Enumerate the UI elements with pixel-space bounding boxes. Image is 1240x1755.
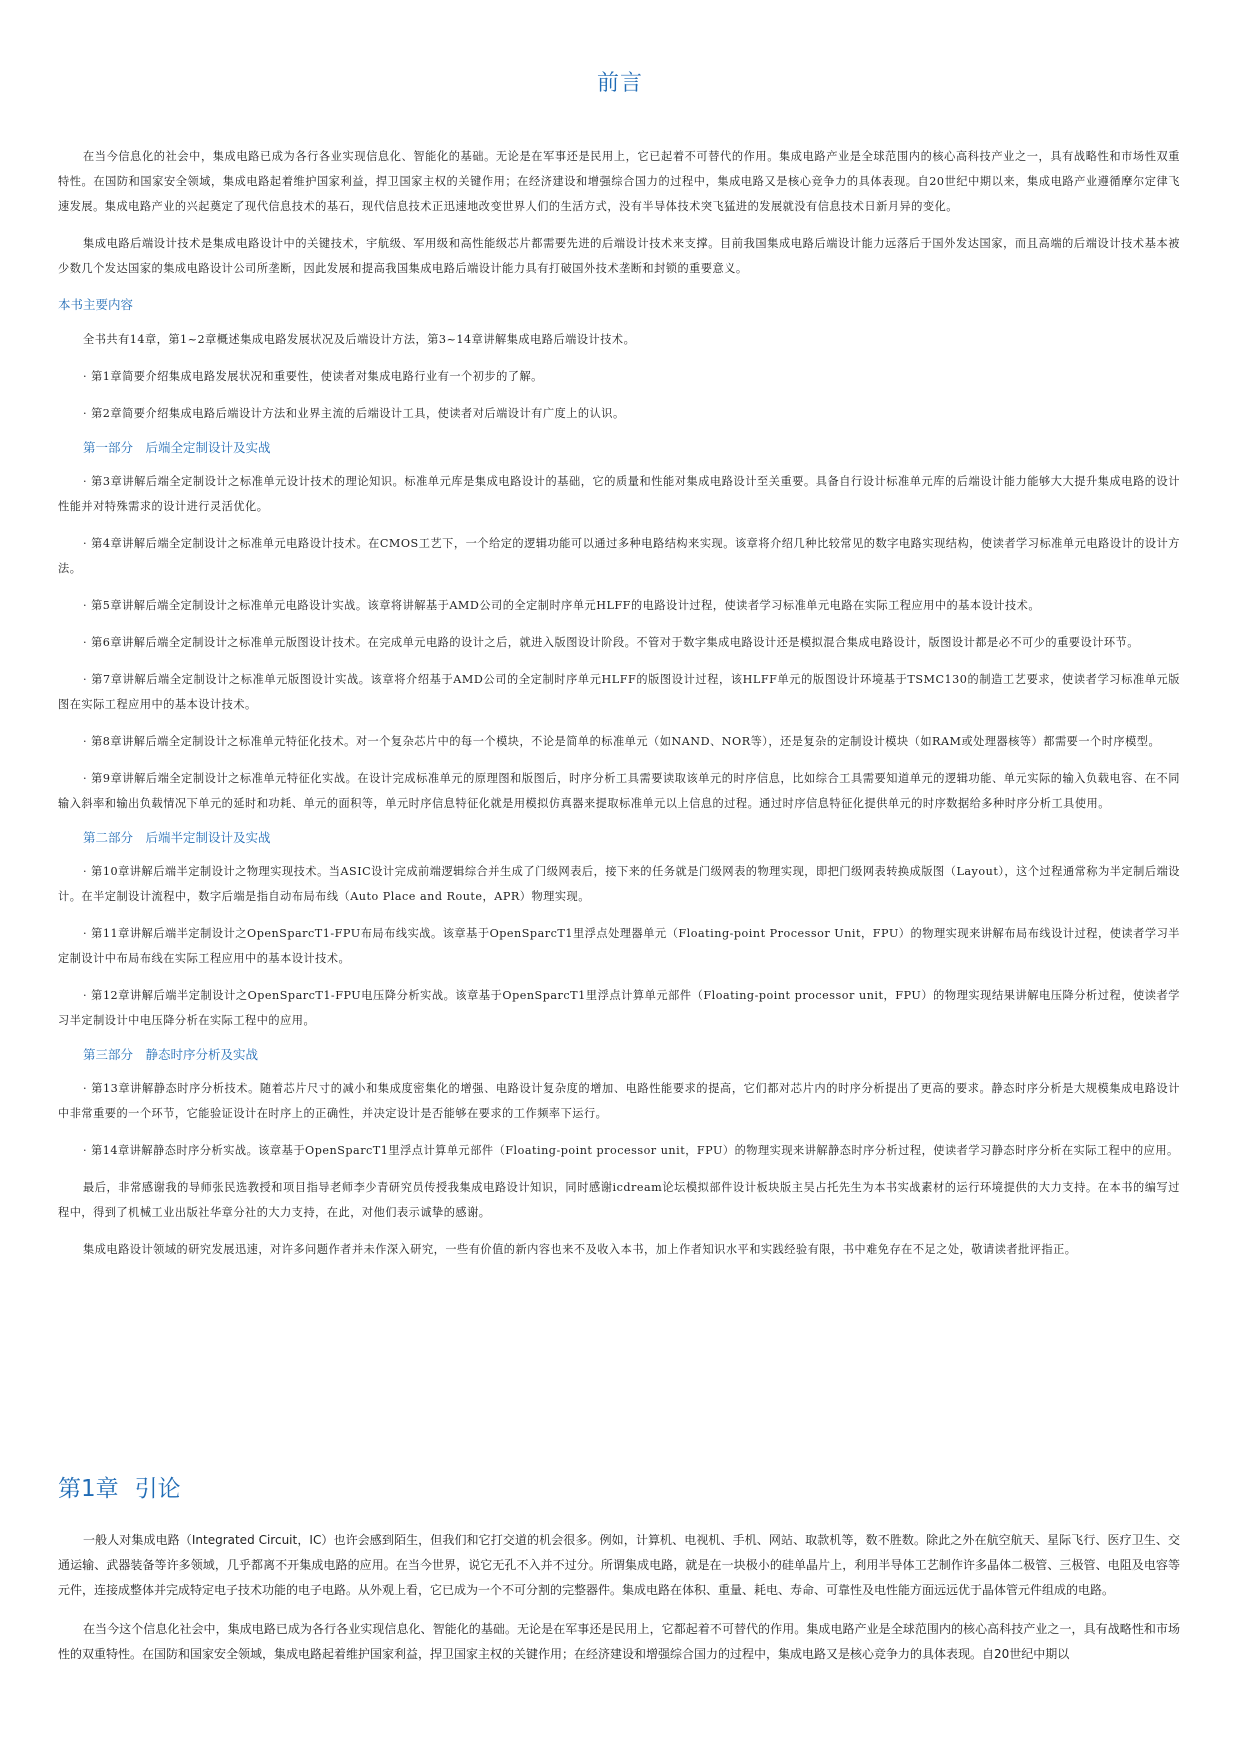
chapter-item: · 第4章讲解后端全定制设计之标准单元电路设计技术。在CMOS工艺下，一个给定的逻辑功能可以通过多种电路结构来实现。该章将介绍几种比较常见的数字电路实现结构，使读者学习标准单元电路设计的设计方法。 [58,537,1180,575]
preface-title: 前言 [596,71,643,96]
overview-paragraph: 全书共有14章，第1~2章概述集成电路发展状况及后端设计方法，第3~14章讲解集成电路后端设计技术。 [83,333,636,346]
chapter-item: · 第12章讲解后端半定制设计之OpenSparcT1-FPU电压降分析实战。该章基于OpenSparcT1里浮点计算单元部件（Floating-point processor unit，FPU）的物理实现结果讲解电压降分析过程，使读者学习半定制设计中电压降分析在实际工程中的应用。 [58,989,1180,1027]
part1-heading: 第一部分 后端全定制设计及实战 [83,440,271,455]
chapter-item: · 第9章讲解后端全定制设计之标准单元特征化实战。在设计完成标准单元的原理图和版图后，时序分析工具需要读取该单元的时序信息，比如综合工具需要知道单元的逻辑功能、单元实际的输入负载电容、在不同输入斜率和输出负载情况下单元的延时和功耗、单元的面积等，单元时序信息特征化就是用模拟仿真器来提取标准单元以上信息的过程。通过时序信息特征化提供单元的时序数据给多种时序分析工具使用。 [58,772,1180,810]
chapter-paragraph: 一般人对集成电路（Integrated Circuit，IC）也许会感到陌生，但我们和它打交道的机会很多。例如，计算机、电视机、手机、网站、取款机等，数不胜数。除此之外在航空航天、星际飞行、医疗卫生、交通运输、武器装备等许多领域，几乎都离不开集成电路的应用。在当今世界，说它无孔不入并不过分。所谓集成电路，就是在一块极小的硅单晶片上，利用半导体工艺制作许多晶体二极管、三极管、电阻及电容等元件，连接成整体并完成特定电子技术功能的电子电路。从外观上看，它已成为一个不可分割的完整器件。集成电路在体积、重量、耗电、寿命、可靠性及电性能方面远远优于晶体管元件组成的电路。 [58,1533,1180,1597]
chapter-item: · 第5章讲解后端全定制设计之标准单元电路设计实战。该章将讲解基于AMD公司的全定制时序单元HLFF的电路设计过程，使读者学习标准单元电路在实际工程应用中的基本设计技术。 [83,599,1041,612]
preface-paragraph: 集成电路后端设计技术是集成电路设计中的关键技术，宇航级、军用级和高性能级芯片都需要先进的后端设计技术来支撑。目前我国集成电路后端设计能力远落后于国外发达国家，而且高端的后端设计技术基本被少数几个发达国家的集成电路设计公司所垄断，因此发展和提高我国集成电路后端设计能力具有打破国外技术垄断和封锁的重要意义。 [58,237,1180,275]
preface-body [58,144,1180,1274]
chapter-item: · 第13章讲解静态时序分析技术。随着芯片尺寸的减小和集成度密集化的增强、电路设计复杂度的增加、电路性能要求的提高，它们都对芯片内的时序分析提出了更高的要求。静态时序分析是大规模集成电路设计中非常重要的一个环节，它能验证设计在时序上的正确性，并决定设计是否能够在要求的工作频率下运行。 [58,1082,1180,1120]
chapter-item: · 第3章讲解后端全定制设计之标准单元设计技术的理论知识。标准单元库是集成电路设计的基础，它的质量和性能对集成电路设计至关重要。具备自行设计标准单元库的后端设计能力能够大大提升集成电路的设计性能并对特殊需求的设计进行灵活优化。 [58,475,1180,513]
chapter-item: · 第11章讲解后端半定制设计之OpenSparcT1-FPU布局布线实战。该章基于OpenSparcT1里浮点处理器单元（Floating-point Processor Unit，FPU）的物理实现来讲解布局布线设计过程，使读者学习半定制设计中布局布线在实际工程应用中的基本设计技术。 [58,927,1180,965]
chapter-item: · 第2章简要介绍集成电路后端设计方法和业界主流的后端设计工具，使读者对后端设计有广度上的认识。 [83,407,625,420]
closing-paragraph: 最后，非常感谢我的导师张民选教授和项目指导老师李少青研究员传授我集成电路设计知识，同时感谢icdream论坛模拟部件设计板块版主吴占托先生为本书实战素材的运行环境提供的大力支持。在本书的编写过程中，得到了机械工业出版社华章分社的大力支持，在此，对他们表示诚挚的感谢。 [58,1181,1180,1219]
chapter-title [58,1470,181,1503]
chapter-body [58,1528,1180,1681]
chapter-name: 引论 [134,1476,181,1502]
chapter-number: 第1章 [58,1476,119,1502]
chapter-item: · 第1章简要介绍集成电路发展状况和重要性，使读者对集成电路行业有一个初步的了解。 [83,370,543,383]
closing-paragraph: 集成电路设计领域的研究发展迅速，对许多问题作者并未作深入研究，一些有价值的新内容也来不及收入本书，加上作者知识水平和实践经验有限，书中难免存在不足之处，敬请读者批评指正。 [83,1243,1077,1256]
chapter-paragraph: 在当今这个信息化社会中，集成电路已成为各行各业实现信息化、智能化的基础。无论是在军事还是民用上，它都起着不可替代的作用。集成电路产业是全球范围内的核心高科技产业之一，具有战略性和市场性的双重特性。在国防和国家安全领域，集成电路起着维护国家利益，捍卫国家主权的关键作用；在经济建设和增强综合国力的过程中，集成电路又是核心竞争力的具体表现。自20世纪中期以 [58,1622,1180,1661]
chapter-item: · 第10章讲解后端半定制设计之物理实现技术。当ASIC设计完成前端逻辑综合并生成了门级网表后，接下来的任务就是门级网表的物理实现，即把门级网表转换成版图（Layout），这个过程通常称为半定制后端设计。在半定制设计流程中，数字后端是指自动布局布线（Auto Place and Route，APR）物理实现。 [58,865,1180,903]
chapter-item: · 第6章讲解后端全定制设计之标准单元版图设计技术。在完成单元电路的设计之后，就进入版图设计阶段。不管对于数字集成电路设计还是模拟混合集成电路设计，版图设计都是必不可少的重要设计环节。 [83,636,1139,649]
chapter-item: · 第8章讲解后端全定制设计之标准单元特征化技术。对一个复杂芯片中的每一个模块，不论是简单的标准单元（如NAND、NOR等），还是复杂的定制设计模块（如RAM或处理器核等）都需要一个时序模型。 [83,735,1161,748]
preface-paragraph: 在当今信息化的社会中，集成电路已成为各行各业实现信息化、智能化的基础。无论是在军事还是民用上，它已起着不可替代的作用。集成电路产业是全球范围内的核心高科技产业之一，具有战略性和市场性双重特性。在国防和国家安全领域，集成电路起着维护国家利益，捍卫国家主权的关键作用；在经济建设和增强综合国力的过程中，集成电路又是核心竞争力的具体表现。自20世纪中期以来，集成电路产业遵循摩尔定律飞速发展。集成电路产业的兴起奠定了现代信息技术的基石，现代信息技术正迅速地改变世界人们的生活方式，没有半导体技术突飞猛进的发展就没有信息技术日新月异的变化。 [58,150,1180,213]
part2-heading: 第二部分 后端半定制设计及实战 [83,830,271,845]
main-content-heading: 本书主要内容 [58,297,134,312]
chapter-item: · 第7章讲解后端全定制设计之标准单元版图设计实战。该章将介绍基于AMD公司的全定制时序单元HLFF的版图设计过程，该HLFF单元的版图设计环境基于TSMC130的制造工艺要求，使读者学习标准单元版图在实际工程应用中的基本设计技术。 [58,673,1180,711]
part3-heading: 第三部分 静态时序分析及实战 [83,1047,259,1062]
chapter-item: · 第14章讲解静态时序分析实战。该章基于OpenSparcT1里浮点计算单元部件（Floating-point processor unit，FPU）的物理实现来讲解静态时序分析过程，使读者学习静态时序分析在实际工程中的应用。 [83,1144,1179,1157]
